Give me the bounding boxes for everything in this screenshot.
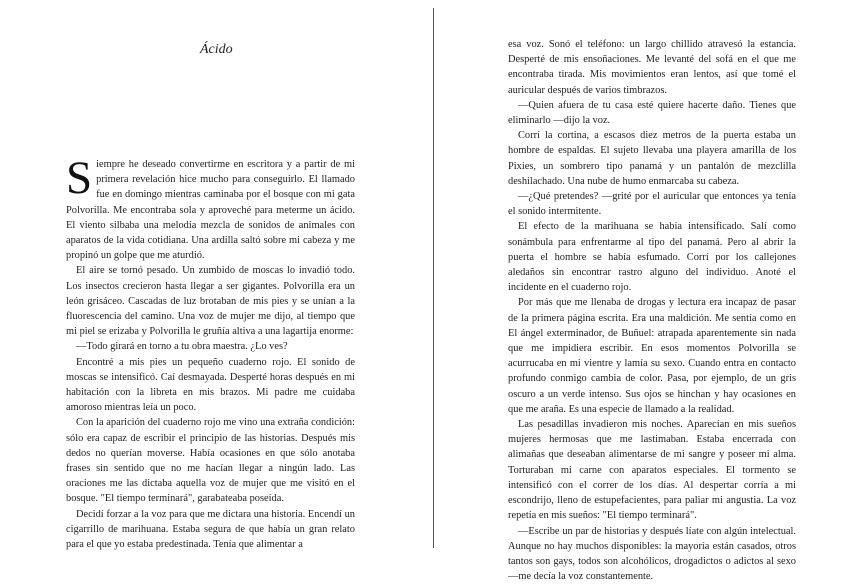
drop-cap: S [66, 159, 92, 197]
page-gutter-divider [433, 8, 434, 548]
paragraph [66, 157, 355, 263]
chapter-title: Ácido [200, 42, 233, 58]
paragraph: —Todo girará en torno a tu obra maestra. ¿Lo ves? [66, 339, 355, 354]
paragraph: Por más que me llenaba de drogas y lectura era incapaz de pasar de la primera página escrita. Era una maldición. Me sentía como en El ángel exterminador, de Buñuel: atrapada aparentemente sin nada que me impidiera escribir. En esos momentos Polvorilla se acurrucaba en mi vientre y lamía su sexo. Cuando entra en contacto profundo conmigo cambia de color. Pasa, por ejemplo, de un gris oscuro a un verde intenso. Sus ojos se hinchan y hay ocasiones en que me araña. Es una especie de llamado a la realidad. [508, 295, 796, 417]
paragraph: Corrí la cortina, a escasos diez metros de la puerta estaba un hombre de espaldas. El sujeto llevaba una playera amarilla de los Pixies, un sombrero tipo panamá y un pantalón de mezclilla deshilachado. Una nube de humo enmarcaba su cabeza. [508, 128, 796, 189]
paragraph: Decidí forzar a la voz para que me dictara una historia. Encendí un cigarrillo de marihuana. Estaba segura de que había un gran relato para el que yo estaba predestinada. Tenía que alimentar a [66, 507, 355, 553]
paragraph: —¿Qué pretendes? —grité por el auricular que entonces ya tenía el sonido intermitente. [508, 189, 796, 219]
paragraph-text: iempre he deseado convertirme en escritora y a partir de mi primera revelación hice mucho para conseguirlo. El llamado fue en domingo mientras caminaba por el bosque con mi gata Polvorilla. Me encontraba sola y aproveché para meterme un ácido. El viento silbaba una melodía mezcla de sonidos de animales con aparatos de la vida cotidiana. Una ardilla saltó sobre mi cabeza y me propinó un golpe que me aturdió. [66, 159, 355, 261]
paragraph: El aire se tornó pesado. Un zumbido de moscas lo invadió todo. Los insectos crecieron hasta llegar a ser gigantes. Polvorilla era un león grisáceo. Cascadas de luz brotaban de mis pies y se unían a la fluorescencia del camino. Una voz de mujer me dijo, al tiempo que mi piel se erizaba y Polvorilla le gruñía altiva a una lagartija enorme: [66, 263, 355, 339]
paragraph: Con la aparición del cuaderno rojo me vino una extraña condición: sólo era capaz de escribir el principio de las historias. Después mis dedos no querían moverse. Había ocasiones en que sólo anotaba frases sin sentido que no me hacían llegar a ningún lado. Las oraciones me las dictaba aquella voz de mujer que me visitó en el bosque. "El tiempo terminará", garabateaba poseída. [66, 415, 355, 506]
paragraph: Las pesadillas invadieron mis noches. Aparecían en mis sueños mujeres hermosas que me lastimaban. Estaba encerrada con alimañas que deseaban alimentarse de mi sangre y poseer mi alma. Torturaban mi carne con aparatos especiales. El tormento se intensificó con el correr de los días. Al despertar corría a mi escondrijo, lleno de estupefacientes, para paliar mi angustia. La voz repetía en mis sueños: "El tiempo terminará". [508, 417, 796, 523]
left-page-text [66, 157, 355, 552]
paragraph: —Quien afuera de tu casa esté quiere hacerte daño. Tienes que eliminarlo —dijo la voz. [508, 98, 796, 128]
right-page-text [508, 37, 796, 584]
paragraph: esa voz. Sonó el teléfono: un largo chillido atravesó la estancia. Desperté de mis ensoñaciones. Me levanté del sofá en el que me encontraba tirada. Mis movimientos eran lentos, así que tomé el auricular después de varios timbrazos. [508, 37, 796, 98]
paragraph: Encontré a mis pies un pequeño cuaderno rojo. El sonido de moscas se intensificó. Caí desmayada. Desperté horas después en mi habitación con la libreta en mis brazos. Mi padre me cuidaba amoroso mientras leía un poco. [66, 355, 355, 416]
paragraph: —Escribe un par de historias y después líate con algún intelectual. Aunque no hay muchos disponibles: la mayoría están casados, otros tantos son gays, todos son alcohólicos, drogadictos o adictos al sexo —me decía la voz constantemente. [508, 524, 796, 584]
paragraph: El efecto de la marihuana se había intensificado. Salí como sonámbula para enfrentarme al tipo del panamá. Pero al abrir la puerta el hombre se había esfumado. Corrí por los callejones aledaños sin encontrar rastro alguno del individuo. Anoté el incidente en el cuaderno rojo. [508, 219, 796, 295]
